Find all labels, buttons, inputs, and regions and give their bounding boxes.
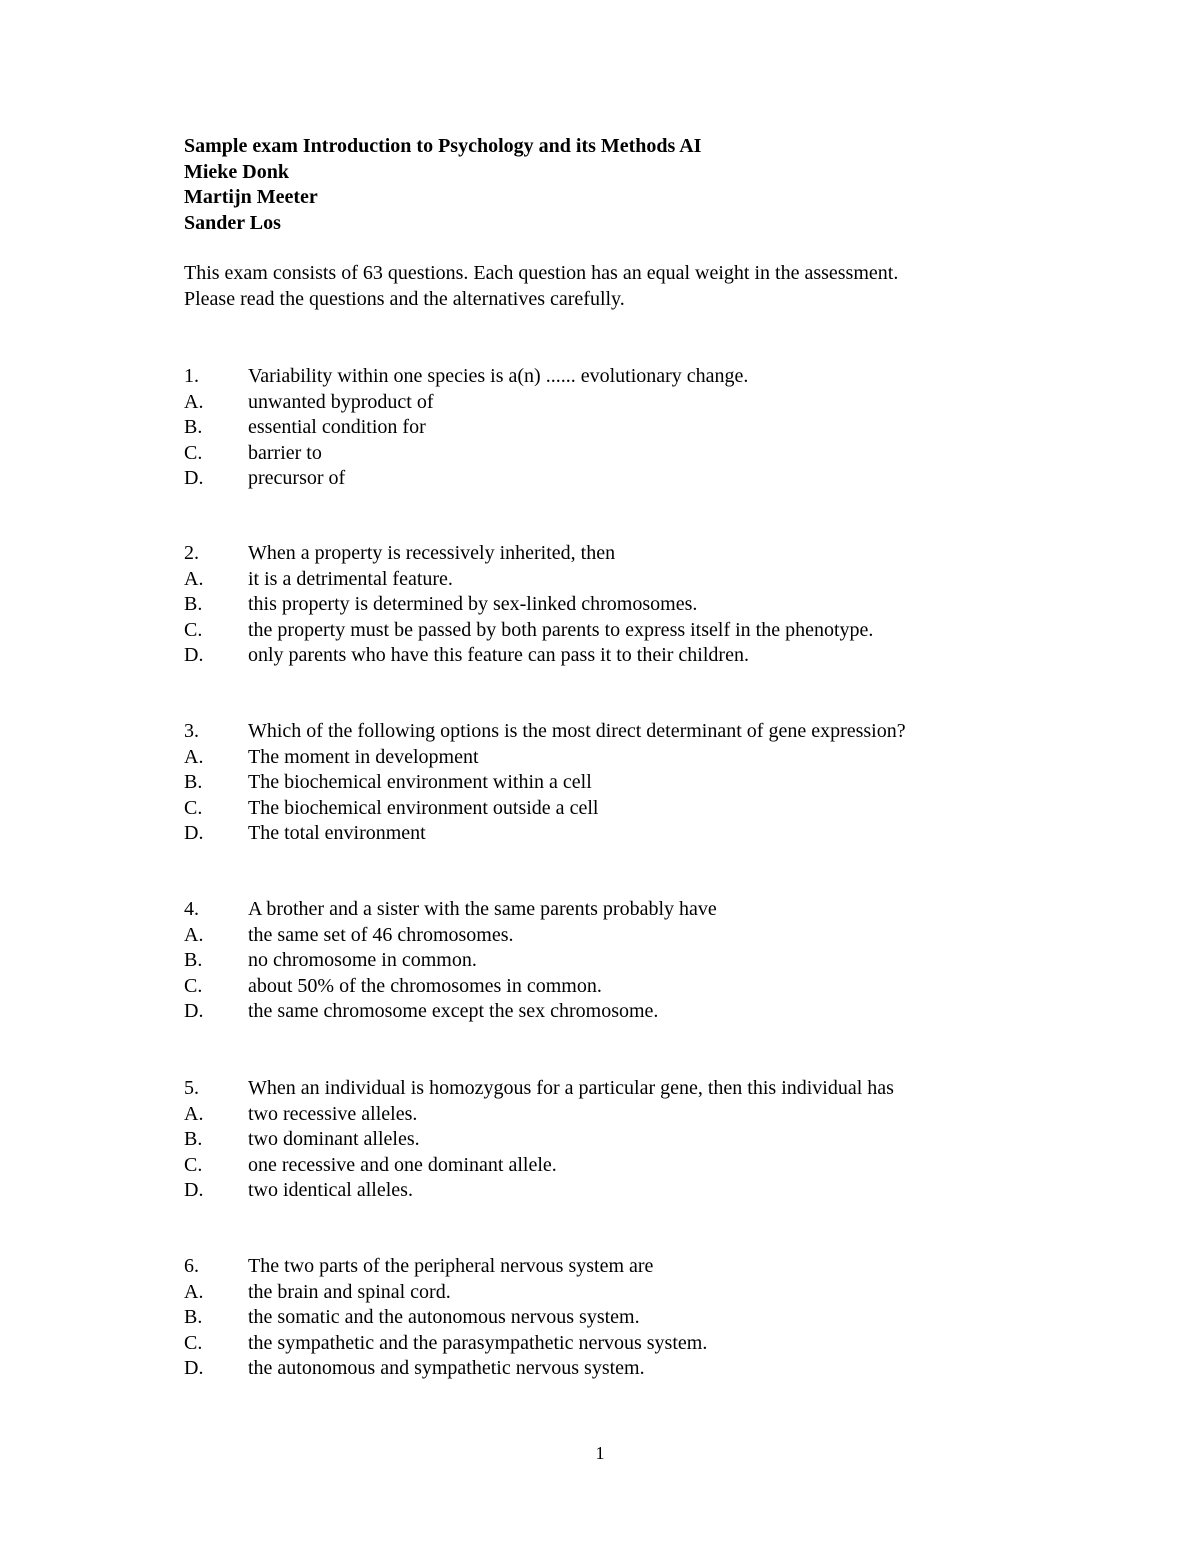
question-4	[184, 897, 717, 1025]
answer-option	[184, 974, 717, 1000]
option-letter: A.	[184, 1102, 204, 1125]
option-text: The total environment	[248, 822, 426, 844]
instructions-line: Please read the questions and the alternatives carefully.	[184, 287, 625, 310]
option-text: The moment in development	[248, 745, 479, 768]
question-text: A brother and a sister with the same parents probably have	[248, 898, 717, 920]
option-letter: B.	[184, 1306, 203, 1328]
answer-option	[184, 390, 748, 416]
option-letter: C.	[184, 1331, 203, 1354]
answer-option	[184, 948, 717, 974]
option-letter: A.	[184, 923, 204, 946]
answer-option	[184, 1305, 707, 1331]
question-1	[184, 364, 748, 492]
option-text: no chromosome in common.	[248, 949, 477, 971]
exam-header	[184, 134, 701, 236]
question-text: The two parts of the peripheral nervous system are	[248, 1255, 654, 1277]
answer-option	[184, 643, 873, 669]
author-name: Martijn Meeter	[184, 186, 318, 208]
question-stem	[184, 1076, 894, 1102]
author-name: Sander Los	[184, 211, 281, 234]
option-text: the same set of 46 chromosomes.	[248, 923, 514, 946]
exam-title: Sample exam Introduction to Psychology and its Methods AI	[184, 135, 702, 157]
option-letter: B.	[184, 949, 203, 971]
option-letter: C.	[184, 441, 203, 464]
option-text: it is a detrimental feature.	[248, 567, 453, 590]
question-6	[184, 1254, 707, 1382]
option-letter: D.	[184, 467, 204, 489]
answer-option	[184, 821, 906, 847]
answer-option	[184, 796, 906, 822]
answer-option	[184, 923, 717, 949]
answer-option	[184, 466, 748, 492]
question-number: 4.	[184, 898, 199, 920]
answer-option	[184, 1356, 707, 1382]
option-letter: B.	[184, 1128, 203, 1150]
option-text: the brain and spinal cord.	[248, 1280, 451, 1303]
answer-option	[184, 1178, 894, 1204]
question-text: Which of the following options is the most direct determinant of gene expression?	[248, 720, 906, 742]
option-text: one recessive and one dominant allele.	[248, 1153, 557, 1176]
option-letter: D.	[184, 1179, 204, 1201]
answer-option	[184, 618, 873, 644]
option-text: The biochemical environment outside a cell	[248, 796, 599, 819]
option-letter: B.	[184, 416, 203, 438]
instructions-line: This exam consists of 63 questions. Each question has an equal weight in the assessment.	[184, 262, 899, 284]
option-letter: C.	[184, 796, 203, 819]
option-text: the same chromosome except the sex chromosome.	[248, 1000, 659, 1022]
answer-option	[184, 1331, 707, 1357]
option-text: two identical alleles.	[248, 1179, 413, 1201]
answer-option	[184, 415, 748, 441]
question-number: 2.	[184, 542, 199, 564]
question-text: When a property is recessively inherited, then	[248, 542, 616, 564]
option-letter: D.	[184, 644, 204, 666]
answer-option	[184, 745, 906, 771]
option-letter: D.	[184, 1000, 204, 1022]
option-text: barrier to	[248, 441, 322, 464]
option-text: only parents who have this feature can pass it to their children.	[248, 644, 749, 666]
question-stem	[184, 897, 717, 923]
question-number: 1.	[184, 365, 199, 387]
answer-option	[184, 1280, 707, 1306]
question-stem	[184, 1254, 707, 1280]
option-letter: A.	[184, 745, 204, 768]
question-stem	[184, 719, 906, 745]
option-text: two recessive alleles.	[248, 1102, 418, 1125]
author-name: Mieke Donk	[184, 160, 289, 183]
option-letter: A.	[184, 390, 204, 413]
question-stem	[184, 541, 873, 567]
answer-option	[184, 770, 906, 796]
option-text: essential condition for	[248, 416, 426, 438]
option-text: this property is determined by sex-linked chromosomes.	[248, 593, 698, 615]
option-letter: B.	[184, 593, 203, 615]
answer-option	[184, 592, 873, 618]
answer-option	[184, 441, 748, 467]
option-text: the autonomous and sympathetic nervous system.	[248, 1357, 645, 1379]
option-letter: C.	[184, 618, 203, 641]
question-text: Variability within one species is a(n) ...... evolutionary change.	[248, 365, 749, 387]
page-number: 1	[595, 1443, 605, 1463]
answer-option	[184, 567, 873, 593]
answer-option	[184, 1127, 894, 1153]
option-letter: B.	[184, 771, 203, 793]
option-text: two dominant alleles.	[248, 1128, 420, 1150]
answer-option	[184, 1102, 894, 1128]
question-2	[184, 541, 873, 669]
option-text: precursor of	[248, 467, 346, 489]
option-letter: D.	[184, 1357, 204, 1379]
option-text: the somatic and the autonomous nervous system.	[248, 1306, 640, 1328]
answer-option	[184, 1153, 894, 1179]
question-5	[184, 1076, 894, 1204]
question-number: 5.	[184, 1077, 199, 1099]
question-3	[184, 719, 906, 847]
option-letter: A.	[184, 567, 204, 590]
option-letter: C.	[184, 974, 203, 997]
option-text: the property must be passed by both parents to express itself in the phenotype.	[248, 618, 874, 641]
option-text: The biochemical environment within a cell	[248, 771, 592, 793]
question-number: 6.	[184, 1255, 199, 1277]
option-text: about 50% of the chromosomes in common.	[248, 974, 602, 997]
question-text: When an individual is homozygous for a particular gene, then this individual has	[248, 1077, 894, 1099]
option-text: the sympathetic and the parasympathetic nervous system.	[248, 1331, 708, 1354]
option-letter: C.	[184, 1153, 203, 1176]
option-letter: A.	[184, 1280, 204, 1303]
answer-option	[184, 999, 717, 1025]
option-letter: D.	[184, 822, 204, 844]
option-text: unwanted byproduct of	[248, 390, 434, 413]
question-stem	[184, 364, 748, 390]
question-number: 3.	[184, 720, 199, 742]
exam-instructions	[184, 261, 898, 312]
